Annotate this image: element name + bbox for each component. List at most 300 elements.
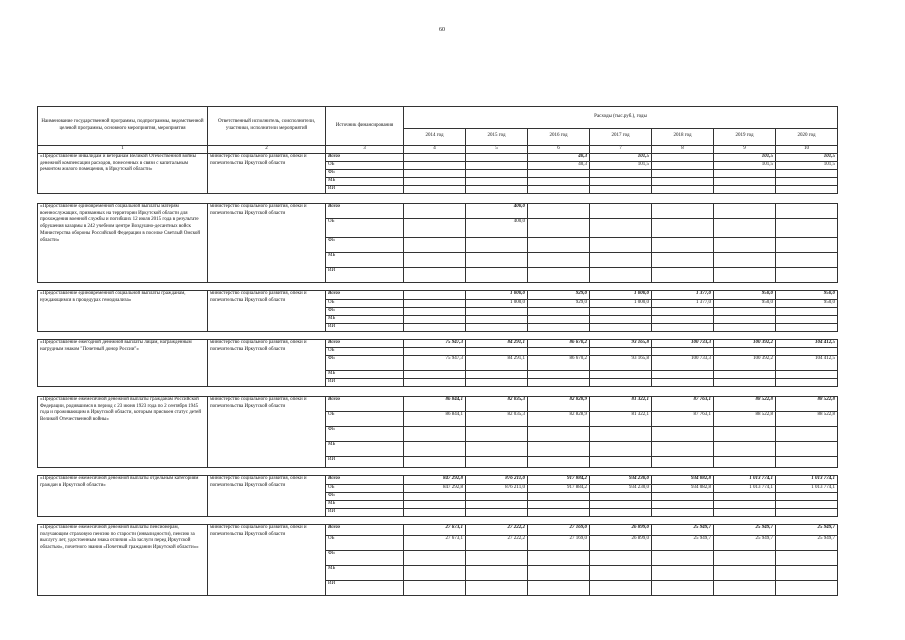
- expense-value: [528, 169, 590, 177]
- expense-value: [714, 456, 776, 467]
- expense-value: 876 211,0: [466, 484, 528, 492]
- funding-source: ФБ: [326, 426, 404, 441]
- expense-value: 100 733,3: [652, 339, 714, 347]
- expense-value: 88 522,8: [776, 411, 838, 426]
- expense-value: [528, 426, 590, 441]
- expense-value: [652, 307, 714, 315]
- expense-value: 950,0: [776, 299, 838, 307]
- expense-value: [466, 441, 528, 456]
- expense-value: [590, 426, 652, 441]
- expense-value: [404, 347, 466, 355]
- expense-value: 25 949,7: [652, 535, 714, 550]
- expense-value: 1 000,0: [590, 299, 652, 307]
- expense-value: 929,0: [528, 290, 590, 299]
- expense-value: [714, 203, 776, 218]
- funding-source: МБ: [326, 500, 404, 508]
- expense-value: [466, 252, 528, 267]
- expense-value: [714, 185, 776, 193]
- funding-source: ИИ: [326, 508, 404, 516]
- expense-value: [776, 508, 838, 516]
- expense-value: [714, 550, 776, 565]
- expense-value: [528, 441, 590, 456]
- expense-value: 75 947,3: [404, 355, 466, 370]
- expense-value: 27 222,2: [466, 524, 528, 535]
- expense-value: [652, 378, 714, 386]
- expense-value: [404, 565, 466, 580]
- expense-value: [528, 323, 590, 331]
- expense-value: 950,0: [776, 290, 838, 299]
- expense-value: [776, 307, 838, 315]
- funding-source: ФБ: [326, 307, 404, 315]
- funding-source: Всего: [326, 524, 404, 535]
- funding-source: ФБ: [326, 355, 404, 370]
- funding-source: МБ: [326, 177, 404, 185]
- funding-source: МБ: [326, 252, 404, 267]
- header-year: 2019 год: [714, 128, 776, 145]
- expense-value: [528, 456, 590, 467]
- funding-source: ФБ: [326, 492, 404, 500]
- expense-value: [714, 169, 776, 177]
- funding-source: ОБ: [326, 161, 404, 169]
- expense-value: [466, 323, 528, 331]
- expense-value: [776, 456, 838, 467]
- executor: министерство социального развития, опеки и попечительства Иркутской области: [208, 524, 326, 595]
- expense-value: [652, 426, 714, 441]
- expense-value: 25 949,7: [776, 524, 838, 535]
- expense-value: [776, 203, 838, 218]
- group-spacer: [38, 386, 838, 396]
- expense-value: [652, 315, 714, 323]
- expense-value: [590, 492, 652, 500]
- expense-value: [590, 565, 652, 580]
- column-index: 1: [38, 146, 208, 154]
- expense-value: [652, 323, 714, 331]
- table-row: [38, 475, 838, 484]
- expense-value: 93 165,8: [590, 339, 652, 347]
- expense-value: [404, 169, 466, 177]
- expense-value: 87 763,1: [652, 411, 714, 426]
- expense-value: 847 292,8: [404, 475, 466, 484]
- expense-value: [466, 426, 528, 441]
- expense-value: 101,5: [714, 153, 776, 161]
- expense-value: 934 082,8: [652, 484, 714, 492]
- expense-value: 101,5: [776, 153, 838, 161]
- funding-source: Всего: [326, 339, 404, 347]
- expense-value: [714, 315, 776, 323]
- expense-value: 86 844,1: [404, 396, 466, 411]
- expense-value: [652, 500, 714, 508]
- activity-name: «Предоставление ежегодной денежной выплаты лицам, награжденным нагрудным знаком "Почетный донор России"»: [38, 339, 208, 386]
- expense-value: [652, 565, 714, 580]
- expense-value: [528, 315, 590, 323]
- expense-value: [776, 185, 838, 193]
- group-spacer: [38, 193, 838, 203]
- expense-value: [590, 177, 652, 185]
- header-year: 2016 год: [528, 128, 590, 145]
- expense-value: 934 230,0: [590, 484, 652, 492]
- header-expenses: Расходы (тыс.руб.), годы: [404, 107, 838, 129]
- funding-source: Всего: [326, 475, 404, 484]
- column-index: 7: [590, 146, 652, 154]
- expense-value: [652, 185, 714, 193]
- expense-value: [404, 492, 466, 500]
- expense-value: 40,3: [528, 153, 590, 161]
- expense-value: [404, 456, 466, 467]
- executor: министерство социального развития, опеки и попечительства Иркутской области: [208, 290, 326, 331]
- expense-value: [404, 426, 466, 441]
- expense-value: 100 733,3: [652, 355, 714, 370]
- expense-value: [404, 237, 466, 252]
- expense-value: 84 291,1: [466, 355, 528, 370]
- expense-value: [652, 550, 714, 565]
- column-index: 2: [208, 146, 326, 154]
- expense-value: [404, 185, 466, 193]
- expense-value: [652, 441, 714, 456]
- expense-value: [466, 161, 528, 169]
- expense-value: [776, 378, 838, 386]
- expense-value: 81 322,1: [590, 411, 652, 426]
- expense-value: 82 035,3: [466, 411, 528, 426]
- table-row: [38, 290, 838, 299]
- header-year: 2020 год: [776, 128, 838, 145]
- expense-value: [528, 500, 590, 508]
- expense-value: 1 377,0: [652, 299, 714, 307]
- expense-value: [776, 441, 838, 456]
- expense-value: 950,0: [714, 290, 776, 299]
- expense-value: 1 000,0: [466, 299, 528, 307]
- funding-source: ИИ: [326, 185, 404, 193]
- header-year: 2015 год: [466, 128, 528, 145]
- expense-value: 1 013 774,1: [776, 484, 838, 492]
- activity-name: «Предоставление ежемесячной денежной выплаты отдельным категориям граждан в Иркутской области»: [38, 475, 208, 516]
- expense-value: 917 884,2: [528, 475, 590, 484]
- funding-source: МБ: [326, 370, 404, 378]
- expense-value: 88 522,8: [776, 396, 838, 411]
- expense-value: 104 412,5: [776, 355, 838, 370]
- expense-value: [404, 203, 466, 218]
- funding-source: ФБ: [326, 169, 404, 177]
- expense-value: [466, 378, 528, 386]
- expense-value: [404, 550, 466, 565]
- expense-value: 1 013 774,1: [776, 475, 838, 484]
- expense-value: 934 082,8: [652, 475, 714, 484]
- expense-value: 101,5: [776, 161, 838, 169]
- expense-value: 88 522,8: [714, 396, 776, 411]
- expense-value: [590, 185, 652, 193]
- expense-value: 847 292,8: [404, 484, 466, 492]
- expense-value: 1 013 774,1: [714, 484, 776, 492]
- expense-value: 86 670,2: [528, 339, 590, 347]
- expense-value: [714, 307, 776, 315]
- activity-name: «Предоставление единовременной социальной выплаты матерям военнослужащих, призванных на территории Иркутской области для прохождения военной службы и погибших 12 июля 2015 года в результате обрушения казармы в 242 учебном центре Воздушно-десантных войск Министерства обороны Российской Федерации в поселке Светлый Омской области»: [38, 203, 208, 282]
- expense-value: 87 763,1: [652, 396, 714, 411]
- expense-value: [776, 169, 838, 177]
- expense-value: [590, 323, 652, 331]
- activity-name: «Предоставление единовременной социальной выплаты гражданам, нуждающимся в процедурах гемодиализа»: [38, 290, 208, 331]
- expense-value: [714, 492, 776, 500]
- expense-value: 1 377,0: [652, 290, 714, 299]
- expense-value: [590, 508, 652, 516]
- expense-value: [652, 370, 714, 378]
- expense-value: 101,5: [590, 153, 652, 161]
- funding-source: ИИ: [326, 323, 404, 331]
- header-name: Наименование государственной программы, подпрограммы, ведомственной целевой программы, основного мероприятия, мероприятия: [38, 107, 208, 146]
- column-index: 4: [404, 146, 466, 154]
- expense-value: 27 222,2: [466, 535, 528, 550]
- expense-value: [714, 347, 776, 355]
- expense-value: 27 673,1: [404, 535, 466, 550]
- expense-value: [528, 347, 590, 355]
- expense-value: 104 412,5: [776, 339, 838, 347]
- expense-value: [404, 290, 466, 299]
- expense-value: [466, 177, 528, 185]
- expense-value: [590, 267, 652, 282]
- expense-value: [404, 218, 466, 237]
- expense-value: 26 899,0: [590, 524, 652, 535]
- column-index: 10: [776, 146, 838, 154]
- expense-value: [714, 508, 776, 516]
- expense-value: [776, 580, 838, 595]
- expense-value: [652, 492, 714, 500]
- expense-value: [590, 252, 652, 267]
- expense-value: [776, 267, 838, 282]
- expense-value: [652, 456, 714, 467]
- expense-value: 934 230,0: [590, 475, 652, 484]
- expense-value: [404, 315, 466, 323]
- expense-value: [404, 307, 466, 315]
- expense-value: 1 000,0: [590, 290, 652, 299]
- expense-value: 101,5: [590, 161, 652, 169]
- expense-value: [590, 218, 652, 237]
- expense-value: [590, 237, 652, 252]
- expense-value: [466, 370, 528, 378]
- expense-value: 1 000,0: [466, 290, 528, 299]
- expense-value: [528, 378, 590, 386]
- expense-value: [652, 252, 714, 267]
- expense-value: [776, 347, 838, 355]
- executor: министерство социального развития, опеки и попечительства Иркутской области: [208, 475, 326, 516]
- expense-value: [404, 299, 466, 307]
- expense-value: 929,0: [528, 299, 590, 307]
- expense-value: [652, 347, 714, 355]
- funding-source: ФБ: [326, 237, 404, 252]
- table-row: [38, 524, 838, 535]
- expense-value: [652, 161, 714, 169]
- expense-value: 400,0: [466, 203, 528, 218]
- expense-value: 86 844,1: [404, 411, 466, 426]
- funding-source: ОБ: [326, 218, 404, 237]
- expense-value: [652, 237, 714, 252]
- expense-value: [714, 500, 776, 508]
- expense-value: [528, 177, 590, 185]
- expense-value: 876 211,0: [466, 475, 528, 484]
- expense-value: [590, 315, 652, 323]
- expense-value: [466, 550, 528, 565]
- expense-value: [466, 169, 528, 177]
- funding-source: ОБ: [326, 535, 404, 550]
- expense-value: [714, 218, 776, 237]
- expense-value: 40,3: [528, 161, 590, 169]
- expense-value: [776, 237, 838, 252]
- expense-value: 101,5: [714, 161, 776, 169]
- expense-value: [528, 185, 590, 193]
- executor: министерство социального развития, опеки и попечительства Иркутской области: [208, 339, 326, 386]
- expense-value: [528, 565, 590, 580]
- expense-value: [776, 550, 838, 565]
- expense-value: [714, 267, 776, 282]
- expense-value: [528, 218, 590, 237]
- activity-name: «Предоставление ежемесячной денежной выплаты гражданам Российской Федерации, родившимся в период с 23 июня 1923 года по 2 сентября 1945 года и проживающим в Иркутской области, которым присвоен статус детей Великой Отечественной войны»: [38, 396, 208, 467]
- header-year: 2017 год: [590, 128, 652, 145]
- expense-value: [404, 267, 466, 282]
- expense-value: 100 392,2: [714, 339, 776, 347]
- funding-source: ОБ: [326, 347, 404, 355]
- header-source: Источник финансирования: [326, 107, 404, 146]
- expense-value: [590, 550, 652, 565]
- expense-value: [590, 378, 652, 386]
- activity-name: «Предоставление ежемесячной денежной выплаты пенсионерам, получающим страховую пенсию по старости (инвалидности), пенсию за выслугу лет, удостоенным знака отличия «За заслуги перед Иркутской областью», почетного звания «Почетный гражданин Иркутской области»»: [38, 524, 208, 595]
- expense-value: [528, 580, 590, 595]
- expense-value: [590, 370, 652, 378]
- expense-value: 27 673,1: [404, 524, 466, 535]
- expense-value: [714, 370, 776, 378]
- expense-value: [466, 347, 528, 355]
- expense-value: [652, 218, 714, 237]
- expense-value: [652, 153, 714, 161]
- expense-value: [590, 580, 652, 595]
- expense-value: [590, 203, 652, 218]
- funding-source: ИИ: [326, 580, 404, 595]
- expense-value: [776, 426, 838, 441]
- expense-value: [590, 307, 652, 315]
- expense-value: [776, 492, 838, 500]
- expense-value: [714, 378, 776, 386]
- expense-value: 84 291,1: [466, 339, 528, 347]
- expense-value: [528, 508, 590, 516]
- funding-source: ОБ: [326, 299, 404, 307]
- expense-value: [466, 315, 528, 323]
- expense-value: [466, 580, 528, 595]
- expense-value: 82 035,3: [466, 396, 528, 411]
- expense-value: [404, 177, 466, 185]
- header-year: 2018 год: [652, 128, 714, 145]
- expense-value: [466, 500, 528, 508]
- expense-value: 950,0: [714, 299, 776, 307]
- expense-value: 82 828,9: [528, 411, 590, 426]
- expense-value: [652, 580, 714, 595]
- funding-source: МБ: [326, 315, 404, 323]
- expense-value: [528, 267, 590, 282]
- header-executor: Ответственный исполнитель, соисполнители, участники, исполнители мероприятий: [208, 107, 326, 146]
- column-index: 6: [528, 146, 590, 154]
- expense-value: [404, 378, 466, 386]
- group-spacer: [38, 516, 838, 524]
- expense-value: [466, 237, 528, 252]
- expense-value: 400,0: [466, 218, 528, 237]
- expense-value: [714, 580, 776, 595]
- funding-source: Всего: [326, 203, 404, 218]
- expense-value: [528, 237, 590, 252]
- expense-value: [776, 252, 838, 267]
- expense-value: [590, 500, 652, 508]
- expense-value: [776, 370, 838, 378]
- expense-value: 86 670,2: [528, 355, 590, 370]
- funding-source: МБ: [326, 565, 404, 580]
- expense-value: [404, 161, 466, 169]
- expense-value: [652, 203, 714, 218]
- expense-value: [466, 456, 528, 467]
- expense-value: [652, 169, 714, 177]
- expense-value: [776, 323, 838, 331]
- executor: министерство социального развития, опеки и попечительства Иркутской области: [208, 396, 326, 467]
- expense-value: [466, 508, 528, 516]
- expense-value: 25 949,7: [776, 535, 838, 550]
- funding-source: ИИ: [326, 456, 404, 467]
- expense-value: [404, 323, 466, 331]
- expense-value: [776, 500, 838, 508]
- expense-value: [466, 267, 528, 282]
- table-row: [38, 396, 838, 411]
- expense-value: [404, 508, 466, 516]
- column-index: 3: [326, 146, 404, 154]
- expense-value: 27 169,0: [528, 535, 590, 550]
- expense-value: [404, 441, 466, 456]
- funding-source: МБ: [326, 441, 404, 456]
- expense-value: [714, 237, 776, 252]
- expense-value: [404, 580, 466, 595]
- expense-value: 27 169,0: [528, 524, 590, 535]
- expense-value: [714, 426, 776, 441]
- expense-value: 917 884,2: [528, 484, 590, 492]
- expense-value: [404, 370, 466, 378]
- expense-value: 25 949,7: [652, 524, 714, 535]
- group-spacer: [38, 282, 838, 290]
- expense-value: [776, 315, 838, 323]
- expense-value: 93 165,8: [590, 355, 652, 370]
- expense-value: [590, 169, 652, 177]
- expense-value: [714, 323, 776, 331]
- expense-value: [466, 492, 528, 500]
- executor: министерство социального развития, опеки и попечительства Иркутской области: [208, 153, 326, 193]
- expense-value: 88 522,8: [714, 411, 776, 426]
- expense-value: 25 949,7: [714, 535, 776, 550]
- column-index: 8: [652, 146, 714, 154]
- group-spacer: [38, 467, 838, 475]
- column-index: 9: [714, 146, 776, 154]
- executor: министерство социального развития, опеки и попечительства Иркутской области: [208, 203, 326, 282]
- activity-name: «Предоставление инвалидам и ветеранам Великой Отечественной войны денежной компенсации расходов, понесенных в связи с капитальным ремонтом жилого помещения, в Иркутской области»: [38, 153, 208, 193]
- header-year: 2014 год: [404, 128, 466, 145]
- funding-source: ОБ: [326, 411, 404, 426]
- expense-value: 25 949,7: [714, 524, 776, 535]
- expense-value: [590, 347, 652, 355]
- funding-source: ИИ: [326, 378, 404, 386]
- expense-value: [590, 441, 652, 456]
- expense-value: [714, 441, 776, 456]
- expense-value: [528, 203, 590, 218]
- expense-value: [776, 565, 838, 580]
- funding-source: ФБ: [326, 550, 404, 565]
- expense-value: [714, 565, 776, 580]
- expense-value: 81 322,1: [590, 396, 652, 411]
- expense-value: [776, 177, 838, 185]
- funding-source: Всего: [326, 153, 404, 161]
- expense-value: [528, 550, 590, 565]
- funding-source: Всего: [326, 290, 404, 299]
- expense-value: [528, 252, 590, 267]
- expense-value: [466, 185, 528, 193]
- expense-value: [404, 153, 466, 161]
